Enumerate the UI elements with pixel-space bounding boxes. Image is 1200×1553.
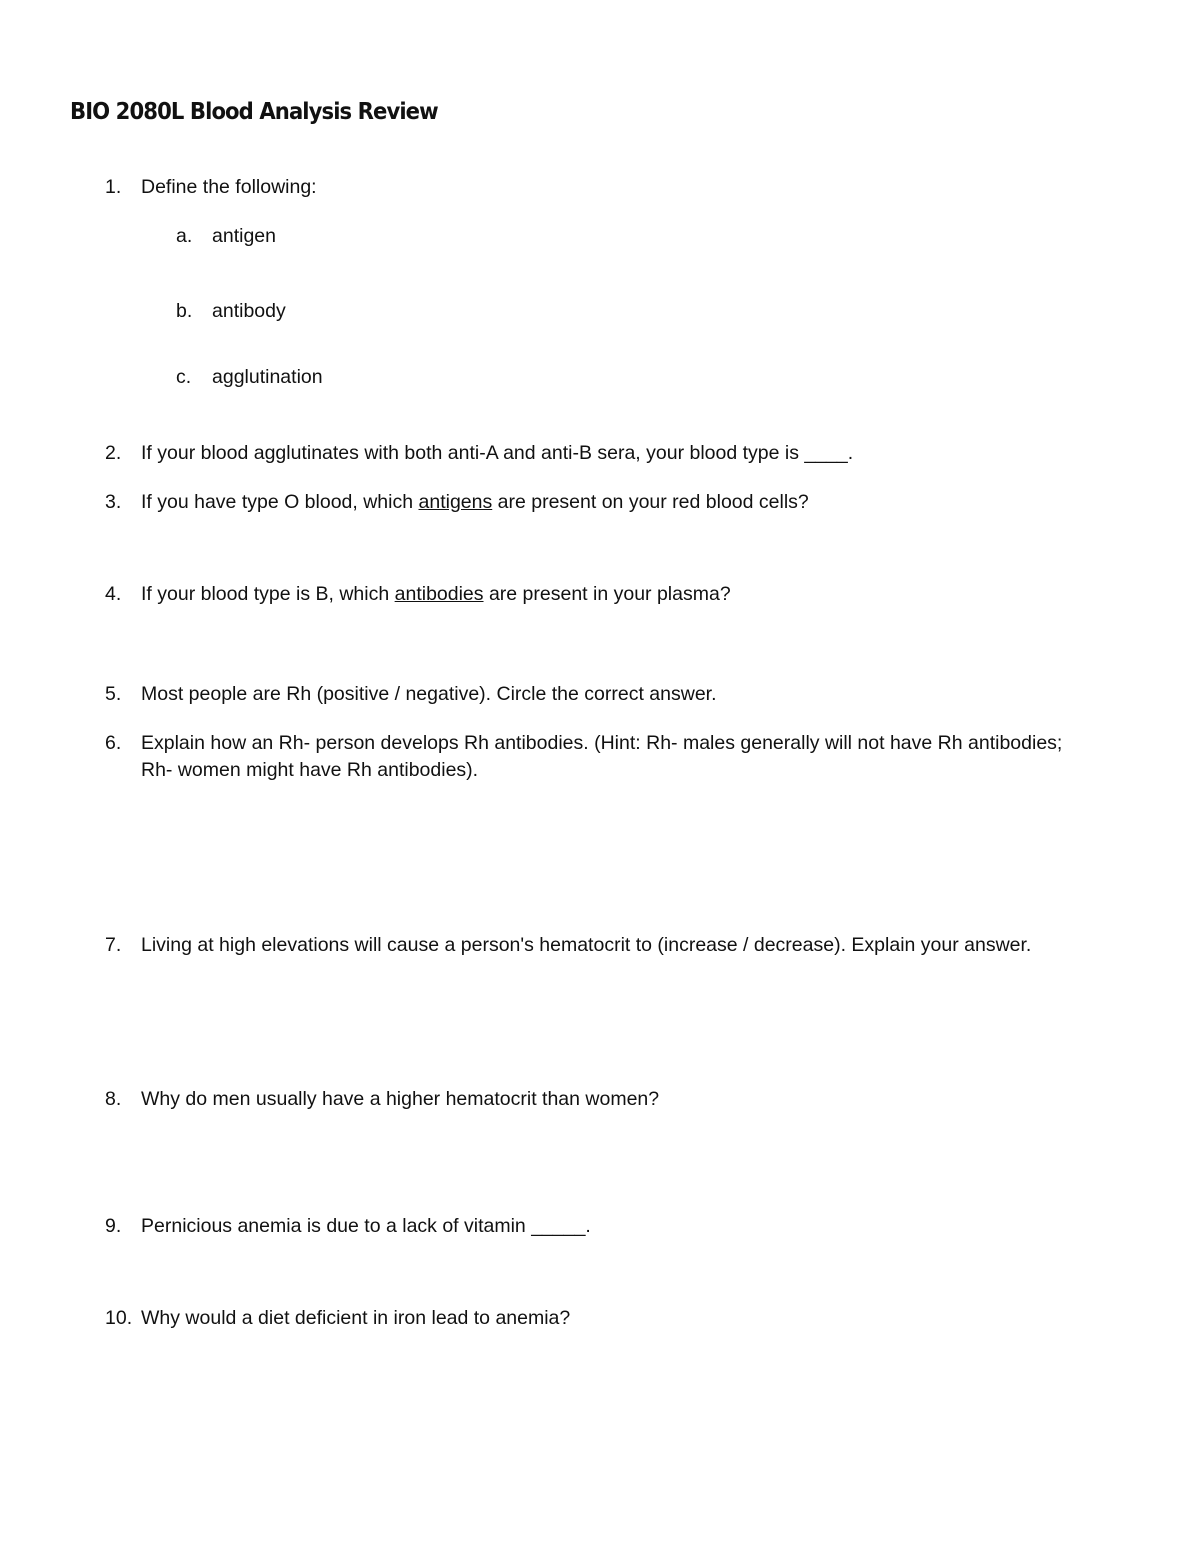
question-text: If your blood agglutinates with both anti-A and anti-B sera, your blood type is ____. xyxy=(141,442,854,464)
subquestion-letter: b. xyxy=(176,300,193,322)
underlined-term: antibodies xyxy=(394,583,484,605)
question-text: Pernicious anemia is due to a lack of vitamin _____. xyxy=(141,1215,591,1237)
question-text: Why do men usually have a higher hematocrit than women? xyxy=(141,1088,660,1110)
question-number: 4. xyxy=(105,583,122,605)
text-after: are present in your plasma? xyxy=(483,583,731,605)
subquestion-text: antigen xyxy=(212,225,276,247)
question-text: Explain how an Rh- person develops Rh antibodies. (Hint: Rh- males generally will not have Rh antibodies; Rh- women might have Rh antibodies). xyxy=(141,732,1063,781)
question-number: 10. xyxy=(105,1307,133,1329)
question-number: 3. xyxy=(105,491,122,513)
text-before: If you have type O blood, which xyxy=(141,491,419,513)
document-title: BIO 2080L Blood Analysis Review xyxy=(70,99,438,125)
question-text: Why would a diet deficient in iron lead to anemia? xyxy=(141,1307,571,1329)
subquestion-letter: a. xyxy=(176,225,193,247)
question-text: Define the following: xyxy=(141,176,317,198)
question-number: 6. xyxy=(105,732,122,754)
question-number: 9. xyxy=(105,1215,122,1237)
question-text xyxy=(141,489,1081,516)
question-number: 8. xyxy=(105,1088,122,1110)
text-after: are present on your red blood cells? xyxy=(492,491,809,513)
question-text: Living at high elevations will cause a person's hematocrit to (increase / decrease). Explain your answer. xyxy=(141,934,1032,956)
question-text xyxy=(141,581,1081,608)
subquestion-letter: c. xyxy=(176,366,192,388)
underlined-term: antigens xyxy=(418,491,493,513)
question-number: 1. xyxy=(105,176,122,198)
question-number: 2. xyxy=(105,442,122,464)
subquestion-text: agglutination xyxy=(212,366,323,388)
question-text: Most people are Rh (positive / negative). Circle the correct answer. xyxy=(141,683,717,705)
question-number: 7. xyxy=(105,934,122,956)
subquestion-text: antibody xyxy=(212,300,286,322)
question-number: 5. xyxy=(105,683,122,705)
text-before: If your blood type is B, which xyxy=(141,583,395,605)
